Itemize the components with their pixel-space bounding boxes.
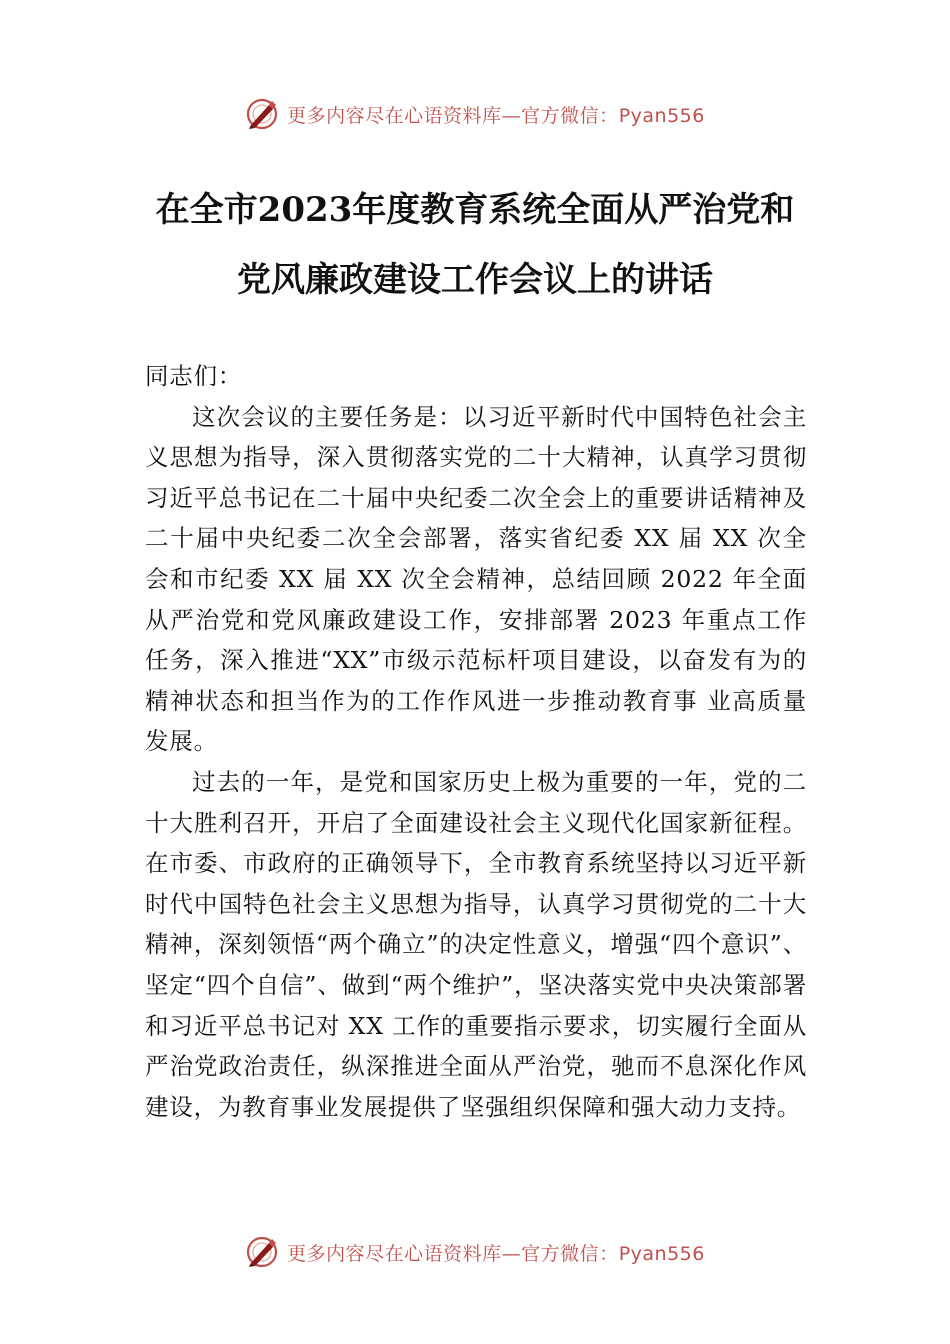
header-watermark — [0, 94, 950, 134]
watermark-text: 更多内容尽在心语资料库—官方微信：Pyan556 — [287, 1242, 705, 1265]
pen-logo-icon — [245, 97, 279, 131]
paragraph-1: 这次会议的主要任务是：以习近平新时代中国特色社会主义思想为指导，深入贯彻落实党的二十大精神，认真学习贯彻习近平总书记在二十届中央纪委二次全会上的重要讲话精神及二十届中央纪委二次全会部署，落实省纪委 XX 届 XX 次全会和市纪委 XX 届 XX 次全会精神，总结回顾 2022 年全面从严治党和党风廉政建设工作，安排部署 2023 年重点工作任务，深入推进“XX”市级示范标杆项目建设，以奋发有为的精神状态和担当作为的工作作风进一步推动教育事 业高质量发展。 — [145, 402, 807, 756]
document-title-line-2: 党风廉政建设工作会议上的讲话 — [237, 260, 713, 300]
salutation: 同志们： — [145, 362, 243, 390]
watermark-text: 更多内容尽在心语资料库—官方微信：Pyan556 — [287, 104, 705, 127]
document-title-line-1: 在全市2023年度教育系统全面从严治党和 — [155, 190, 795, 230]
paragraph-2: 过去的一年，是党和国家历史上极为重要的一年，党的二十大胜利召开，开启了全面建设社会主义现代化国家新征程。在市委、市政府的正确领导下，全市教育系统坚持以习近平新时代中国特色社会主义思想为指导，认真学习贯彻党的二十大精神，深刻领悟“两个确立”的决定性意义，增强“四个意识”、坚定“四个自信”、做到“两个维护”，坚决落实党中央决策部署和习近平总书记对 XX 工作的重要指示要求，切实履行全面从严治党政治责任，纵深推进全面从严治党，驰而不息深化作风建设，为教育事业发展提供了坚强组织保障和强大动力支持。 — [145, 767, 807, 1121]
footer-watermark — [0, 1232, 950, 1272]
pen-logo-icon — [245, 1235, 279, 1269]
document-body — [145, 356, 807, 1127]
